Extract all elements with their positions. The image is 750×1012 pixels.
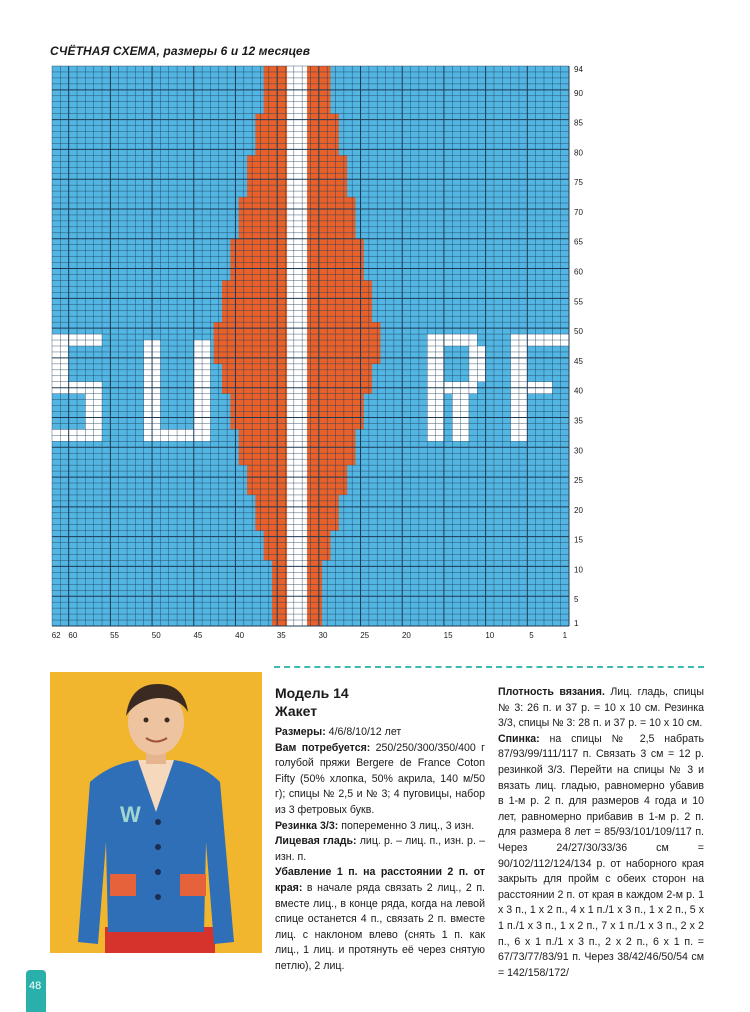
back-text: на спицы № 2,5 набрать 87/93/99/111/117 п. Связать 3 см = 12 р. резинкой 3/3. Перейти на спицы № 3 и вязать лиц. гладью, равномерно убавив в 1-м р. 2 п. для размеров 4 года и 10 лет, равномерно прибавив в 1-м р. 2 п. для размера 8 лет = 85/93/101/109/117 п. Через 24/27/30/33/36 см = 90/102/112/124/134 р. от наборного края закрыть для пройм с обеих сторон на расстоянии 2 п. от края в каждом 2-м р. 1 х 3 п., 1 х 2 п., 4 х 1 п./1 х 3 п., 1 х 2 п., 5 х 1 п./1 х 3 п., 1 х 2 п., 7 х 1 п./1 х 3 п., 2 х 2 п., 6 х 1 п./1 х 3 п., 2 х 2 п., 6 х 1 п. = 67/73/77/83/91 п. Через 38/42/46/50/54 см = 142/158/172/	[498, 732, 704, 979]
x-tick-label: 25	[360, 631, 370, 640]
stockinette-text: лиц. р. – лиц. п., изн. р. – изн. п.	[275, 835, 485, 863]
x-tick-label: 55	[110, 631, 119, 640]
gauge-text: Лиц. гладь, спицы № 3: 26 п. и 37 р. = 10 х 10 см. Резинка 3/3, спицы № 3: 28 п. и 37 р. = 10 х 10 см.	[498, 686, 704, 730]
model-photo	[50, 672, 262, 953]
y-tick-label: 45	[574, 356, 583, 366]
model-subtitle: Жакет	[275, 703, 318, 719]
x-tick-label: 62	[51, 631, 61, 640]
text-column-1	[275, 685, 485, 975]
y-tick-label: 30	[574, 446, 583, 456]
x-tick-label: 1	[562, 631, 568, 640]
pocket-patch	[110, 874, 136, 896]
y-axis-labels	[574, 65, 583, 628]
pocket-patch	[180, 874, 206, 896]
y-tick-label: 40	[574, 386, 583, 396]
y-tick-label: 20	[574, 505, 583, 515]
y-tick-label: 70	[574, 207, 583, 217]
page-number: 48	[29, 980, 42, 992]
x-tick-label: 15	[443, 631, 453, 640]
need-text: 250/250/300/350/400 г голубой пряжи Bergere de France Coton Fifty (50% хлопка, 50% акрила, 140 м/50 г); спицы № 2,5 и № 3; 4 пуговицы, набор из 3 фетровых букв.	[275, 741, 485, 816]
text-column-2	[498, 685, 704, 981]
y-tick-label: 60	[574, 267, 583, 277]
x-tick-label: 10	[485, 631, 495, 640]
sizes-label: Размеры:	[275, 726, 326, 738]
rib-text: попеременно 3 лиц., 3 изн.	[338, 819, 475, 832]
x-tick-label: 30	[318, 631, 328, 640]
y-tick-label: 75	[574, 178, 583, 188]
y-tick-label: 85	[574, 118, 583, 128]
x-tick-label: 35	[276, 631, 286, 640]
y-tick-label: 55	[574, 297, 583, 307]
y-tick-label: 90	[574, 88, 583, 98]
y-tick-label: 80	[574, 148, 583, 158]
y-tick-label: 10	[574, 565, 583, 575]
y-tick-label: 25	[574, 476, 583, 486]
model-title: Модель 14	[275, 685, 349, 701]
y-tick-label: 1	[574, 619, 579, 629]
section-divider	[274, 666, 704, 668]
y-tick-label: 65	[574, 237, 583, 247]
y-tick-label: 50	[574, 327, 583, 337]
decrease-text: в начале ряда связать 2 лиц., 2 п. вместе лиц., в конце ряда, когда на левой спице останется 4 п., связать 2 п. вместе лиц. с наклоном влево (снять 1 п. как лиц., 1 лиц. и протянуть её через снятую петлю), 2 лиц.	[275, 881, 485, 972]
need-label: Вам потребуется:	[275, 741, 371, 754]
letter-w-patch: W	[120, 802, 141, 827]
x-tick-label: 45	[193, 631, 203, 640]
y-tick-label: 5	[574, 595, 579, 605]
y-tick-label: 94	[574, 64, 583, 74]
x-tick-label: 40	[235, 631, 245, 640]
x-tick-label: 5	[529, 631, 534, 640]
y-tick-label: 15	[574, 535, 583, 545]
back-label: Спинка:	[498, 732, 540, 745]
x-tick-label: 50	[151, 631, 161, 640]
x-axis-labels	[52, 631, 568, 640]
y-tick-label: 35	[574, 416, 583, 426]
x-tick-label: 60	[68, 631, 78, 640]
decrease-label: Убавление 1 п. на расстоянии 2 п. от края:	[275, 866, 485, 894]
x-tick-label: 20	[401, 631, 411, 640]
chart-title: СЧЁТНАЯ СХЕМА, размеры 6 и 12 месяцев	[50, 44, 311, 58]
rib-label: Резинка 3/3:	[275, 819, 339, 832]
stockinette-label: Лицевая гладь:	[275, 835, 357, 848]
sizes-text: 4/6/8/10/12 лет	[325, 726, 402, 738]
gauge-label: Плотность вязания.	[498, 686, 605, 698]
